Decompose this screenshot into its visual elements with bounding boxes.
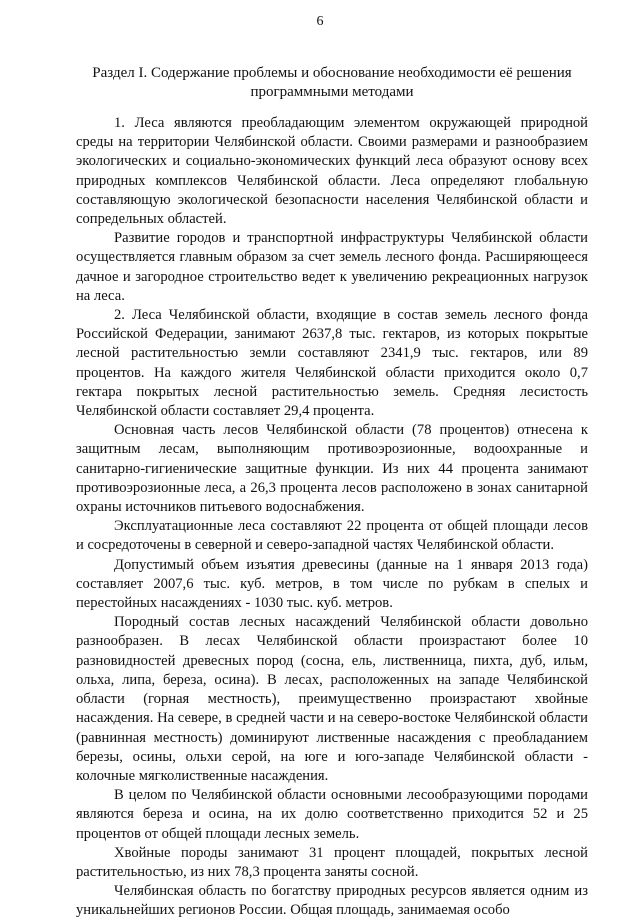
paragraph-natural-resources: Челябинская область по богатству природных ресурсов является одним из уникальнейших регионов России. Общая площадь, занимаемая особо [76,883,588,919]
paragraph-timber-harvest: Допустимый объем изъятия древесины (данные на 1 января 2013 года) составляет 2007,6 тыс. куб. метров, в том числе по рубкам в спелых и перестойных насаждениях - 1030 тыс. куб. метров. [76,556,588,612]
paragraph-forests-role: 1. Леса являются преобладающим элементом окружающей природной среды на территории Челябинской области. Своими размерами и разнообразием экологических и социально-экономических функций леса образуют основу всех природных комплексов Челябинской области. Леса определяют глобальную составляющую экологической безопасности населения Челябинской области и сопредельных областей. [76,115,588,228]
paragraph-forest-area: 2. Леса Челябинской области, входящие в состав земель лесного фонда Российской Федерации, занимают 2637,8 тыс. гектаров, из которых покрытые лесной растительностью земли составляют 2341,9 тыс. гектаров, или 89 процентов. На каждого жителя Челябинской области приходится около 0,7 гектара покрытых лесной растительностью земель. Средняя лесистость Челябинской области составляет 29,4 процента. [76,307,588,420]
section-title: Раздел I. Содержание проблемы и обоснование необходимости её решения программными методами [92,65,572,100]
paragraph-conifers: Хвойные породы занимают 31 процент площадей, покрытых лесной растительностью, из них 78,3 процента заняты сосной. [76,844,588,880]
paragraph-protective-forests: Основная часть лесов Челябинской области (78 процентов) отнесена к защитным лесам, выполняющим противоэрозионные, водоохранные и санитарно-гигиенические защитные функции. Из них 44 процента занимают противоэрозионные леса, а 26,3 процента лесов расположено в зонах санитарной охраны источников питьевого водоснабжения. [76,422,588,516]
paragraph-main-species: В целом по Челябинской области основными лесообразующими породами являются береза и осина, на их долю соответственно приходится 52 и 25 процентов от общей площади лесных земель. [76,787,588,842]
document-body [76,114,588,921]
page-number: 6 [316,14,324,29]
paragraph-species-composition: Породный состав лесных насаждений Челябинской области довольно разнообразен. В лесах Челябинской области произрастают более 10 разновидностей древесных пород (сосна, ель, лиственница, пихта, дуб, ильм, ольха, липа, береза, осина). В лесах, расположенных на западе Челябинской области (горная местность), преимущественно произрастают хвойные насаждения. На севере, в средней части и на северо-востоке Челябинской области (равнинная местность) доминируют лиственные насаждения с преобладанием березы, осины, ольхи серой, на юге и юго-западе Челябинской области - колочные мягколиственные насаждения. [76,614,588,784]
paragraph-urban-development: Развитие городов и транспортной инфраструктуры Челябинской области осуществляется главным образом за счет земель лесного фонда. Расширяющееся дачное и загородное строительство ведет к увеличению рекреационных нагрузок на леса. [76,230,588,304]
paragraph-exploitation-forests: Эксплуатационные леса составляют 22 процента от общей площади лесов и сосредоточены в северной и северо-западной частях Челябинской области. [76,518,588,554]
